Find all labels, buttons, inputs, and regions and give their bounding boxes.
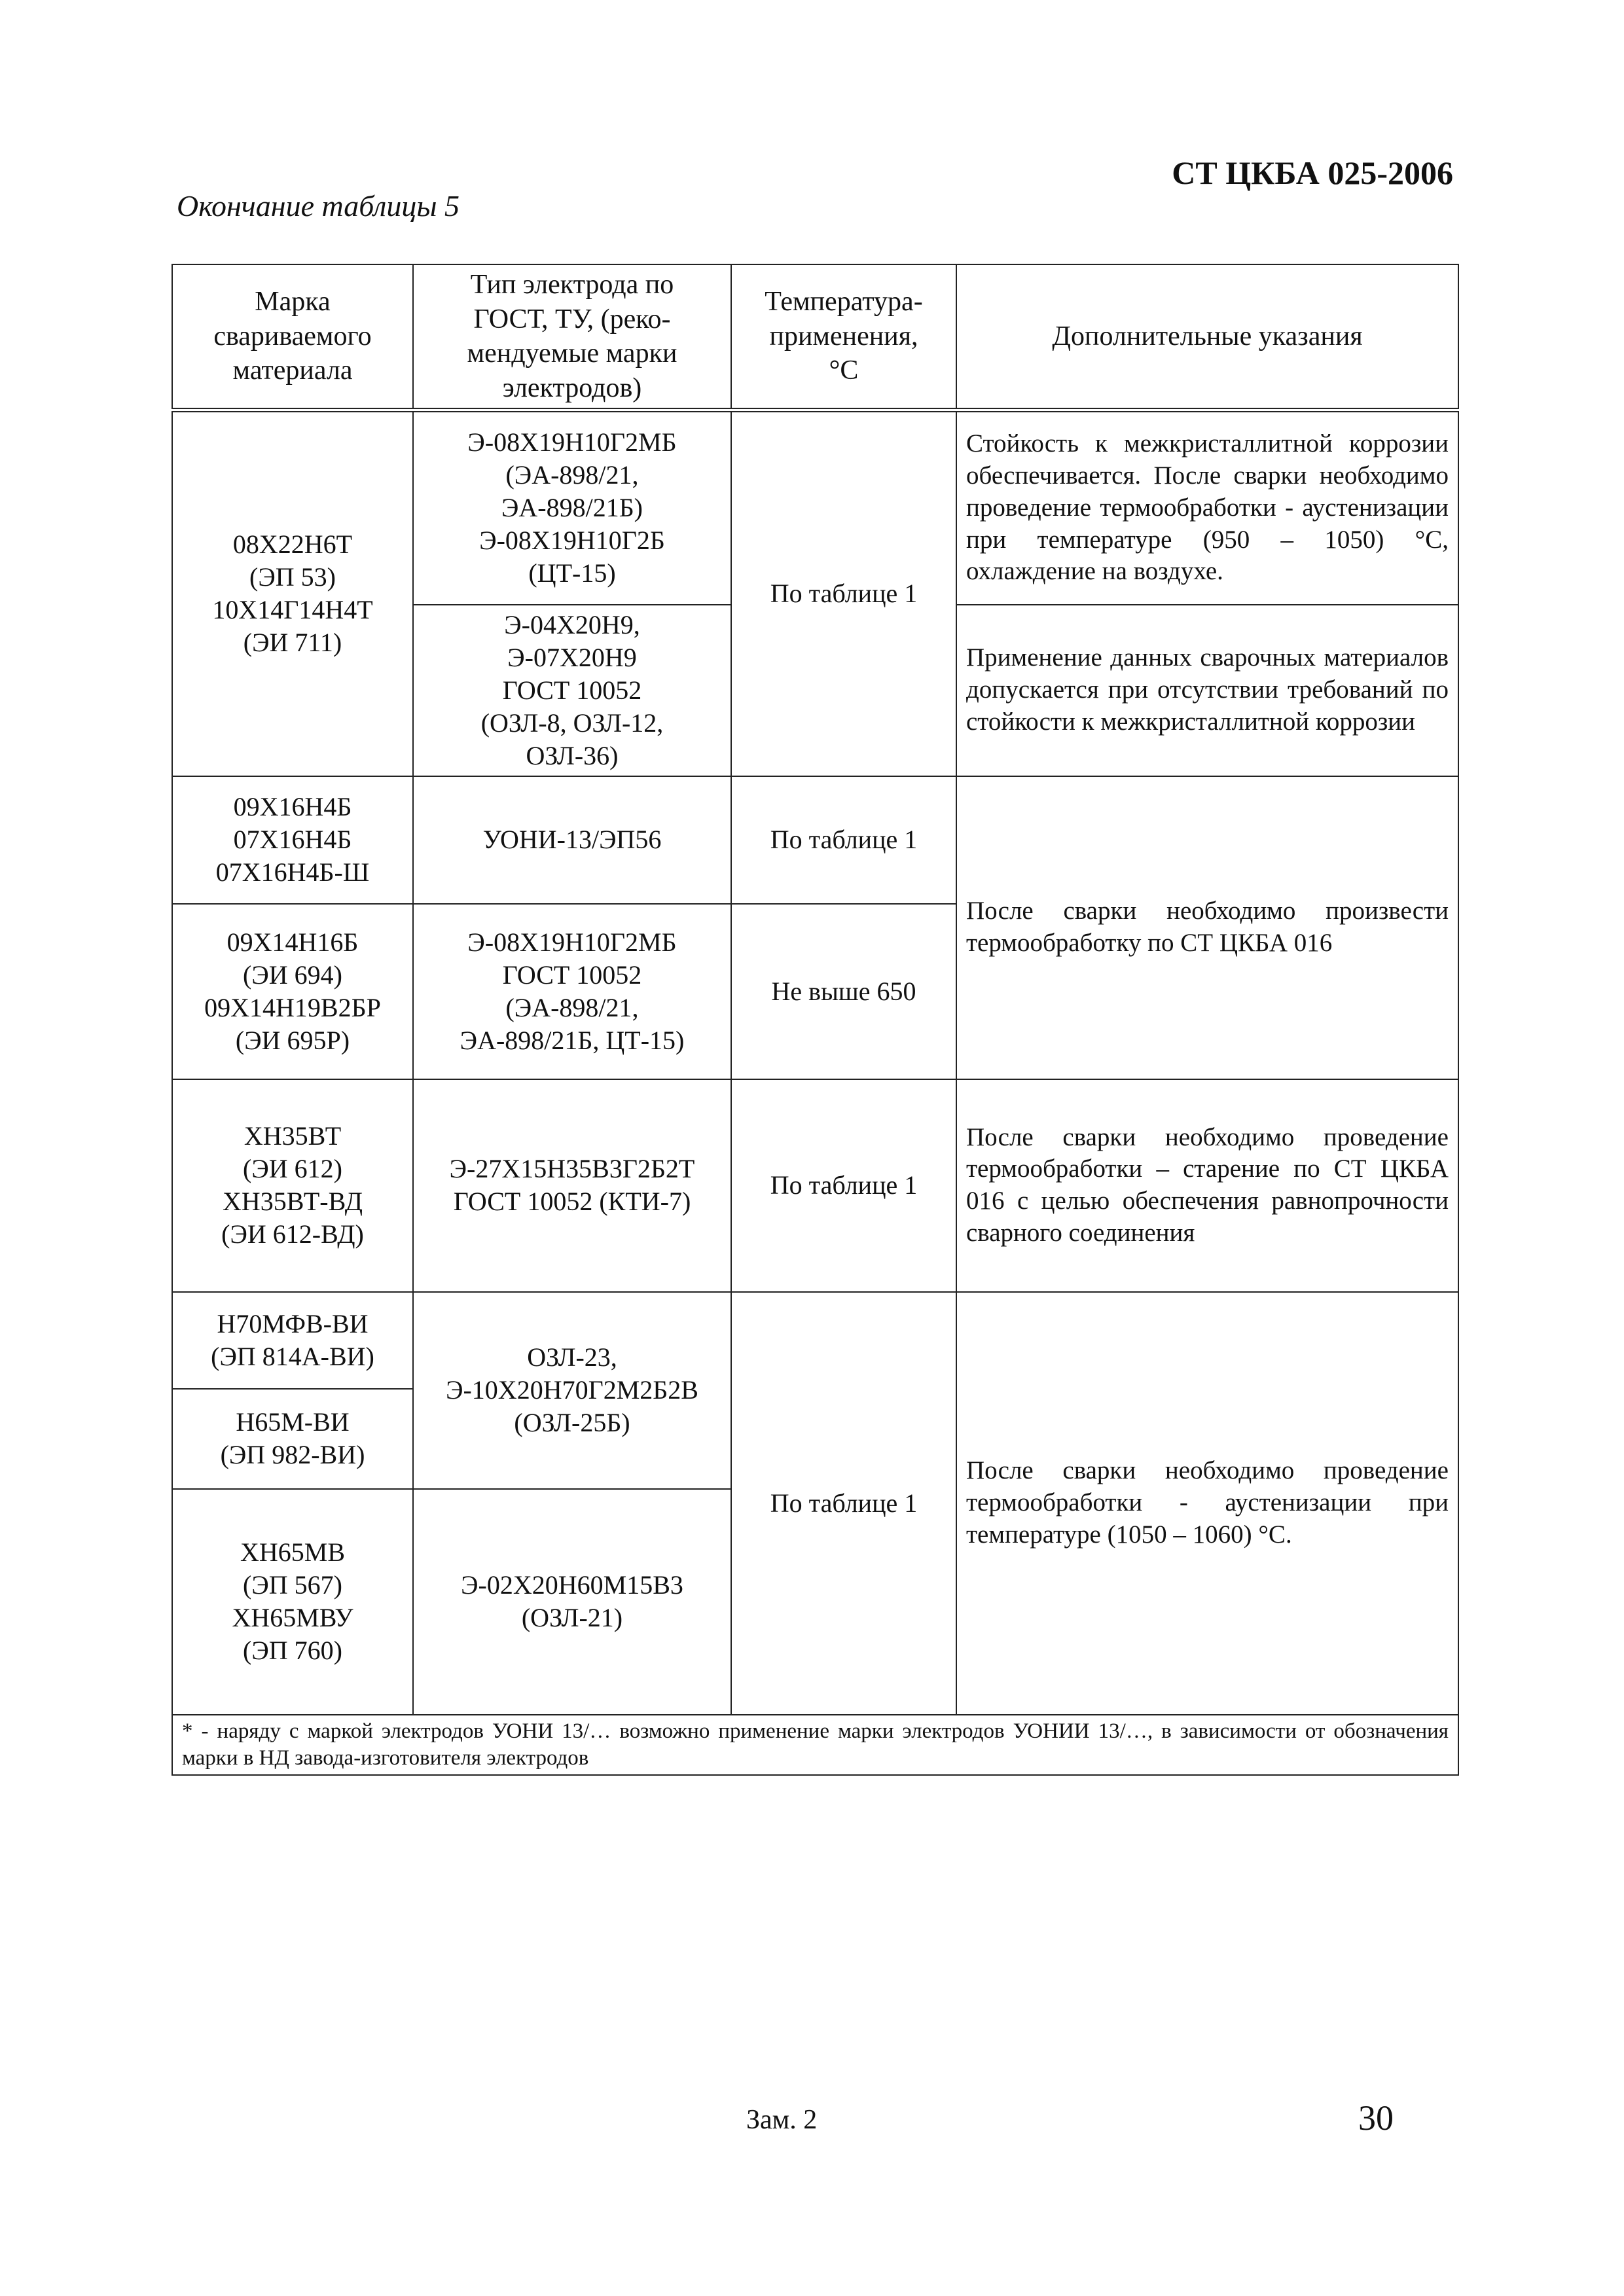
- g3-electrode: Э-08Х19Н10Г2МБ ГОСТ 10052 (ЭА-898/21, ЭА-898/21Б, ЦТ-15): [413, 904, 731, 1079]
- header-material: Марка свариваемого материала: [172, 264, 413, 410]
- g1-note-b: Применение данных сварочных материалов допускается при отсутствии требований по стойкости к межкристаллитной коррозии: [956, 605, 1458, 776]
- table-caption: Окончание таблицы 5: [177, 189, 460, 223]
- footnote-row: [172, 1715, 1458, 1776]
- g5-electrode-c: Э-02Х20Н60М15В3 (ОЗЛ-21): [413, 1489, 731, 1715]
- table-row: [172, 410, 1458, 605]
- g4-note: После сварки необходимо проведение термообработки – старение по СТ ЦКБА 016 с целью обеспечения равнопрочности сварного соединения: [956, 1079, 1458, 1292]
- g5-material-a: Н70МФВ-ВИ (ЭП 814А-ВИ): [172, 1292, 413, 1389]
- g5-temperature: По таблице 1: [731, 1292, 956, 1715]
- g2-electrode: УОНИ-13/ЭП56: [413, 776, 731, 904]
- g1-note-a: Стойкость к межкристаллитной коррозии обеспечивается. После сварки необходимо проведение термообработки - аустенизации при температуре (950 – 1050) °С, охлаждение на воздухе.: [956, 410, 1458, 605]
- g1-temperature: По таблице 1: [731, 410, 956, 776]
- g4-material: ХН35ВТ (ЭИ 612) ХН35ВТ-ВД (ЭИ 612-ВД): [172, 1079, 413, 1292]
- g3-temperature: Не выше 650: [731, 904, 956, 1079]
- g3-material: 09Х14Н16Б (ЭИ 694) 09Х14Н19В2БР (ЭИ 695Р): [172, 904, 413, 1079]
- g23-note: После сварки необходимо произвести термообработку по СТ ЦКБА 016: [956, 776, 1458, 1079]
- page-number: 30: [1358, 2098, 1394, 2138]
- g5-electrode-ab: ОЗЛ-23, Э-10Х20Н70Г2М2Б2В (ОЗЛ-25Б): [413, 1292, 731, 1489]
- g1-electrode-b: Э-04Х20Н9, Э-07Х20Н9 ГОСТ 10052 (ОЗЛ-8, ОЗЛ-12, ОЗЛ-36): [413, 605, 731, 776]
- table-row: [172, 776, 1458, 904]
- g5-material-b: Н65М-ВИ (ЭП 982-ВИ): [172, 1389, 413, 1489]
- header-notes: Дополнительные указания: [956, 264, 1458, 410]
- table-header-row: [172, 264, 1458, 410]
- g5-material-c: ХН65МВ (ЭП 567) ХН65МВУ (ЭП 760): [172, 1489, 413, 1715]
- g1-electrode-a: Э-08Х19Н10Г2МБ (ЭА-898/21, ЭА-898/21Б) Э-08Х19Н10Г2Б (ЦТ-15): [413, 410, 731, 605]
- welding-materials-table: [171, 264, 1459, 1776]
- amendment-label: Зам. 2: [746, 2105, 818, 2135]
- header-electrode: Тип электрода по ГОСТ, ТУ, (реко- мендуемые марки электродов): [413, 264, 731, 410]
- g4-electrode: Э-27Х15Н35В3Г2Б2Т ГОСТ 10052 (КТИ-7): [413, 1079, 731, 1292]
- g2-temperature: По таблице 1: [731, 776, 956, 904]
- table-row: [172, 1292, 1458, 1389]
- table-row: [172, 1079, 1458, 1292]
- g2-material: 09Х16Н4Б 07Х16Н4Б 07Х16Н4Б-Ш: [172, 776, 413, 904]
- document-code: СТ ЦКБА 025-2006: [1172, 154, 1453, 191]
- header-temperature: Температура- применения, °С: [731, 264, 956, 410]
- g1-material: 08Х22Н6Т (ЭП 53) 10Х14Г14Н4Т (ЭИ 711): [172, 410, 413, 776]
- g4-temperature: По таблице 1: [731, 1079, 956, 1292]
- footnote: * - наряду с маркой электродов УОНИ 13/… возможно применение марки электродов УОНИИ 13/…, в зависимости от обозначения марки в НД завода-изготовителя электродов: [172, 1715, 1458, 1776]
- g5-note: После сварки необходимо проведение термообработки - аустенизации при температуре (1050 – 1060) °С.: [956, 1292, 1458, 1715]
